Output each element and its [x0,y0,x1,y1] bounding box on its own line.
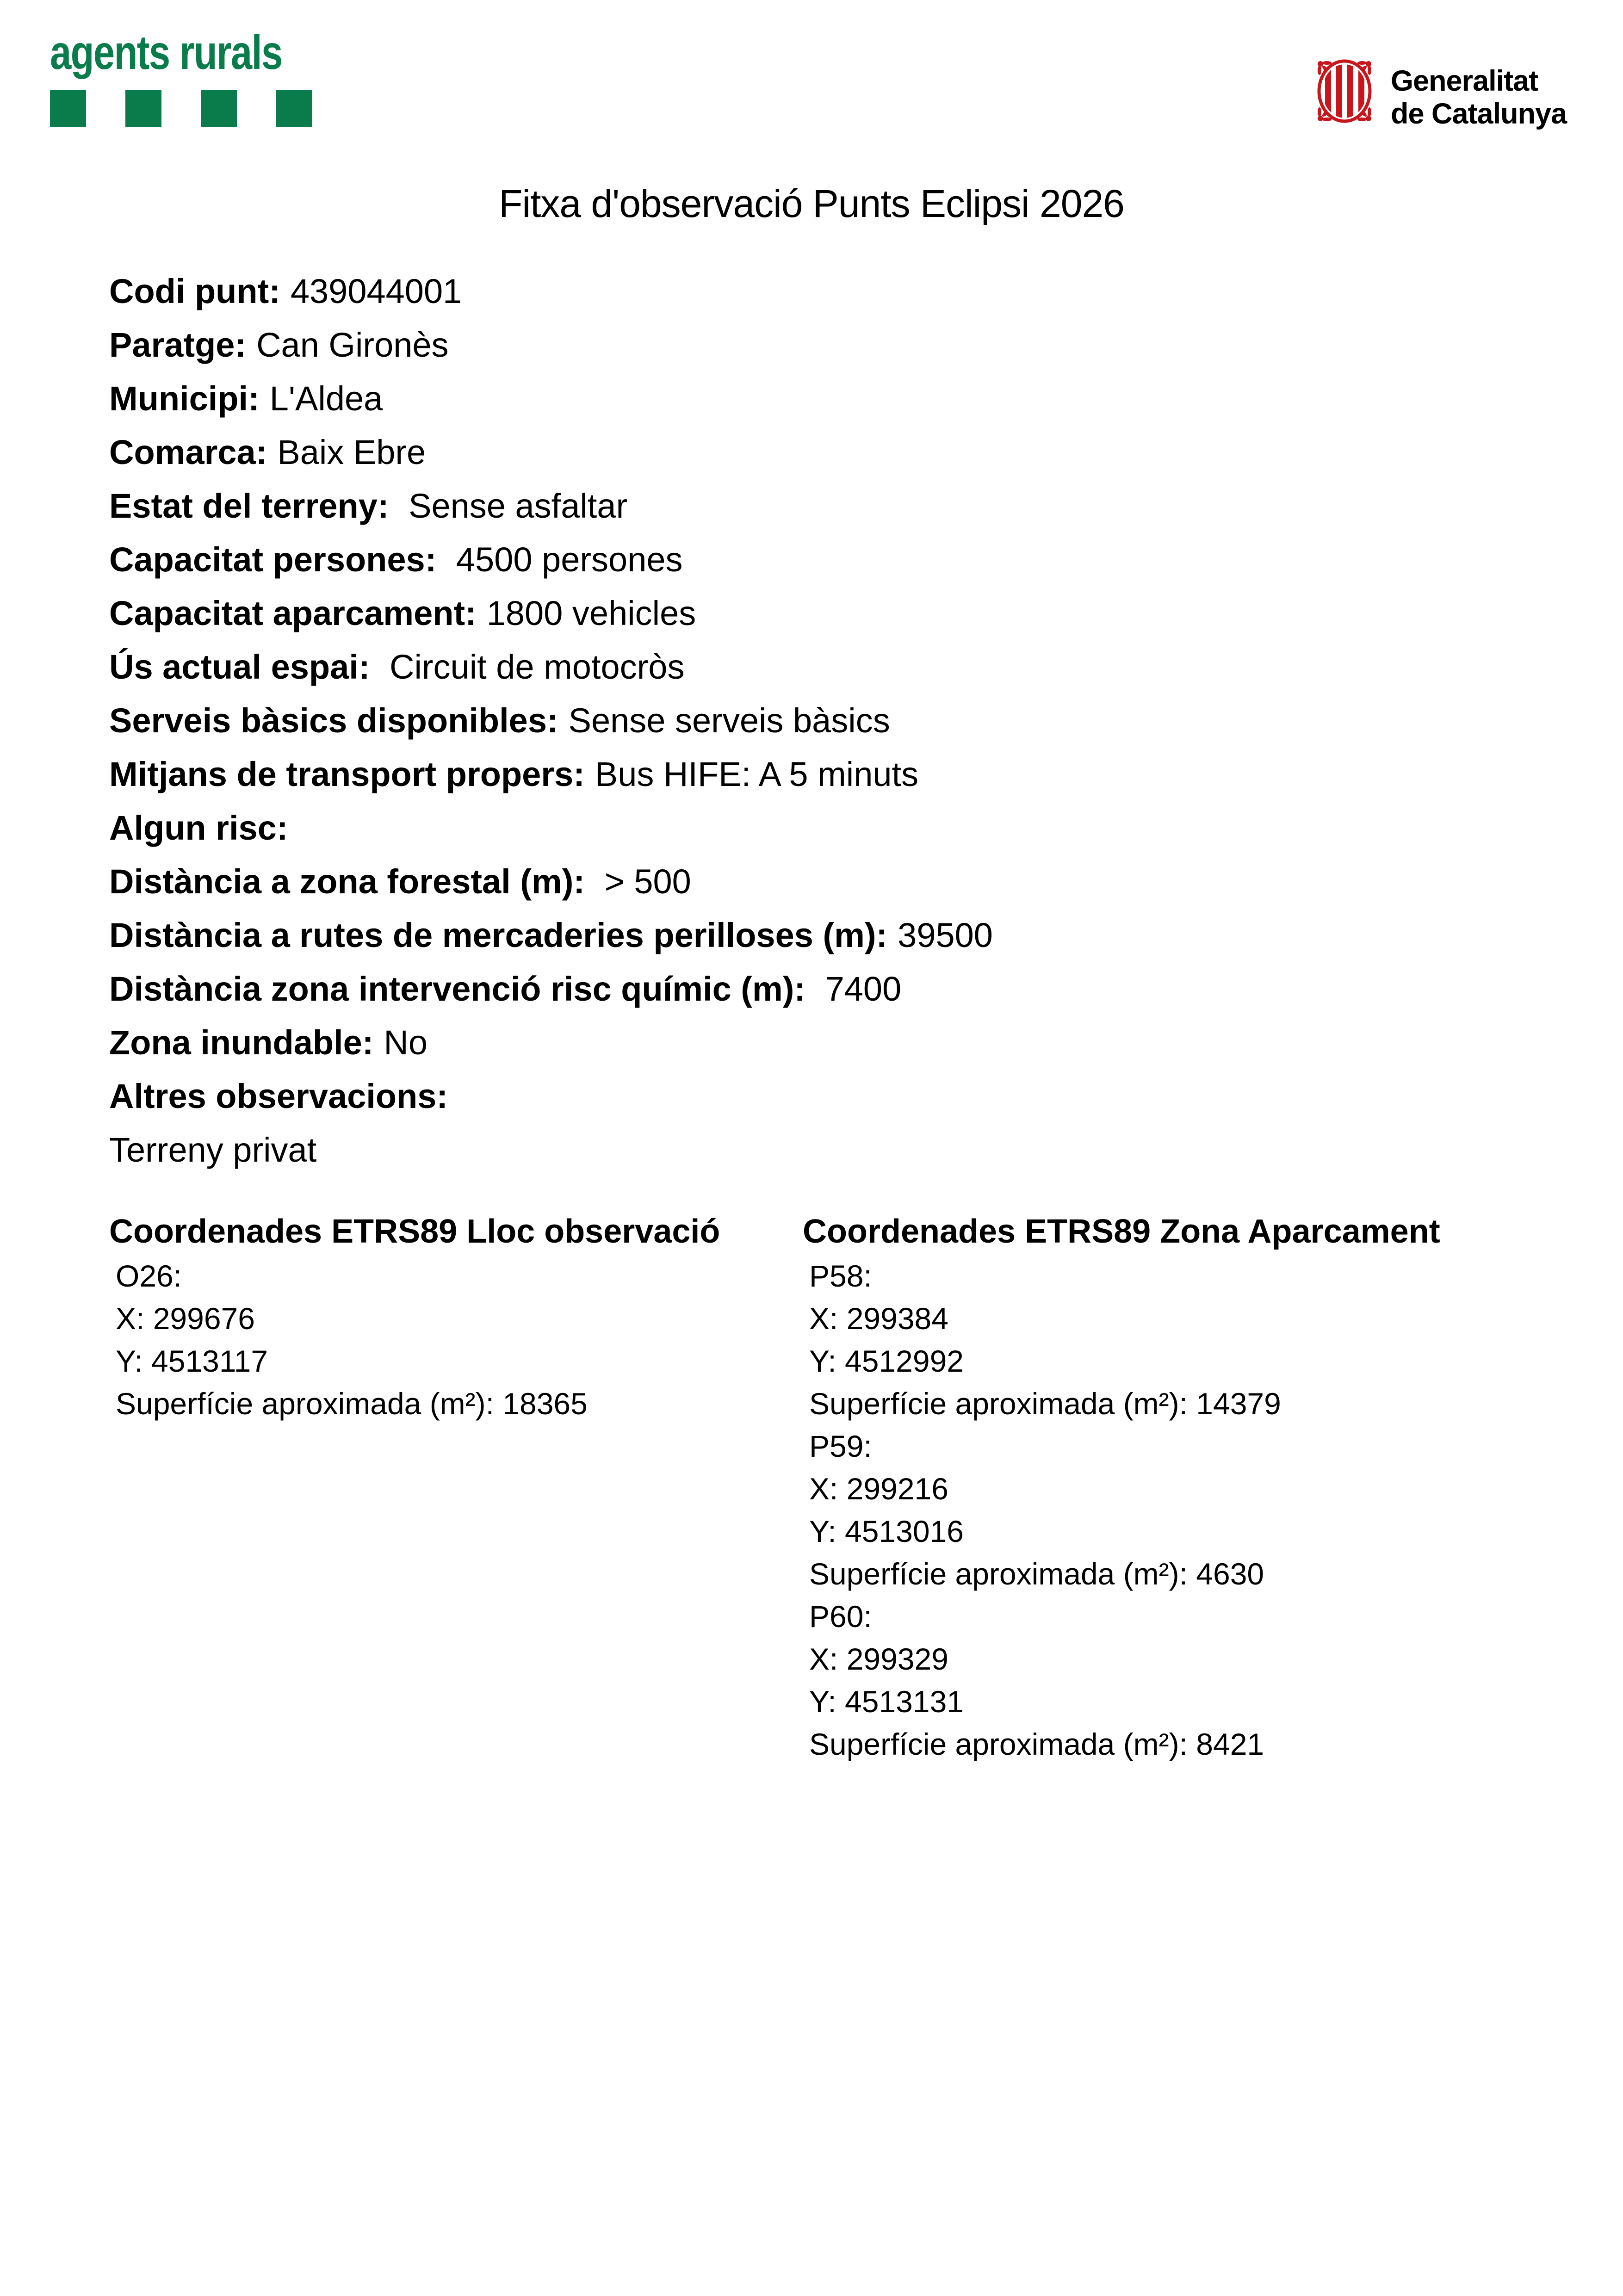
field-line [109,694,993,748]
fields-list [109,265,993,1177]
coordinate-line: Y: 4513131 [809,1684,964,1719]
coordinate-line: P60: [809,1599,872,1634]
field-line [109,479,993,533]
coordinates-parking-lines [803,1255,1598,1765]
field-value: Bus HIFE: A 5 minuts [595,755,919,793]
field-label: Municipi: [109,379,260,418]
field-line [109,748,993,801]
field-value: 439044001 [290,272,462,310]
field-line [109,1070,993,1123]
page-title: Fitxa d'observació Punts Eclipsi 2026 [499,182,1124,225]
logo-bar [50,90,86,127]
field-line [109,962,993,1016]
field-value: Sense serveis bàsics [568,701,890,740]
field-line [109,533,993,587]
field-value: 4500 persones [446,540,683,579]
coordinates-parking-header: Coordenades ETRS89 Zona Aparcament [803,1213,1440,1250]
field-label: Capacitat persones: [109,540,437,579]
field-label: Paratge: [109,326,247,364]
coordinate-line: O26: [116,1259,182,1293]
coordinate-line: X: 299216 [809,1472,948,1506]
field-line [109,318,993,372]
generalitat-logo [1314,57,1567,130]
field-value: No [384,1023,428,1062]
coordinate-line: X: 299329 [809,1642,948,1676]
field-line [109,801,993,855]
logo-bar [125,90,161,127]
agents-rurals-wordmark: agents rurals [50,26,282,80]
field-label: Capacitat aparcament: [109,594,477,632]
generalitat-wordmark-line1: Generalitat [1391,65,1538,97]
field-label: Zona inundable: [109,1023,374,1062]
coordinate-line: P59: [809,1429,872,1463]
coordinate-line: Y: 4512992 [809,1344,964,1378]
field-label: Serveis bàsics disponibles: [109,701,558,740]
coordinates-parking-column [803,1208,1598,1765]
agents-rurals-logo [50,26,340,127]
field-value: 1800 vehicles [486,594,696,632]
field-label: Distància zona intervenció risc químic (m): [109,970,806,1008]
field-line [109,1123,993,1177]
coordinate-line: Superfície aproximada (m²): 14379 [809,1386,1281,1421]
coordinates-observation-header: Coordenades ETRS89 Lloc observació [109,1213,720,1250]
coordinate-line: Superfície aproximada (m²): 8421 [809,1727,1264,1761]
field-line [109,855,993,909]
coordinate-line: Superfície aproximada (m²): 18365 [116,1386,588,1421]
field-label: Estat del terreny: [109,487,389,525]
field-label: Codi punt: [109,272,280,310]
logo-bar [201,90,237,127]
field-label: Altres observacions: [109,1077,448,1115]
field-label: Distància a rutes de mercaderies perilloses (m): [109,916,888,954]
coordinates-observation-lines [109,1255,794,1425]
field-line [109,640,993,694]
field-value: Circuit de motocròs [380,648,685,686]
field-value: Baix Ebre [277,433,426,471]
field-label: Ús actual espai: [109,648,370,686]
field-value: 39500 [898,916,993,954]
field-line [109,372,993,426]
coordinate-line: Y: 4513016 [809,1514,964,1548]
coordinate-line: X: 299676 [116,1301,255,1336]
generalitat-wordmark-line2: de Catalunya [1391,98,1567,130]
coordinate-line: Y: 4513117 [116,1344,268,1378]
field-value: 7400 [816,970,902,1008]
generalitat-shield-icon [1314,57,1375,130]
field-value: L'Aldea [269,379,383,418]
coordinate-line: P58: [809,1259,872,1293]
field-line [109,587,993,640]
field-line [109,909,993,962]
field-line [109,1016,993,1070]
field-label: Algun risc: [109,809,288,847]
field-line [109,265,993,318]
field-line [109,426,993,479]
field-value: Terreny privat [109,1131,317,1169]
coordinate-line: X: 299384 [809,1301,948,1336]
generalitat-wordmark [1391,65,1567,130]
field-value: Can Gironès [256,326,449,364]
field-value: Sense asfaltar [399,487,628,525]
field-label: Comarca: [109,433,267,471]
field-label: Mitjans de transport propers: [109,755,585,793]
agents-rurals-bars-icon [50,90,340,127]
coordinate-line: Superfície aproximada (m²): 4630 [809,1557,1264,1591]
field-value: > 500 [595,862,691,901]
coordinates-observation-column [109,1208,794,1425]
logo-bar [276,90,312,127]
field-label: Distància a zona forestal (m): [109,862,585,901]
